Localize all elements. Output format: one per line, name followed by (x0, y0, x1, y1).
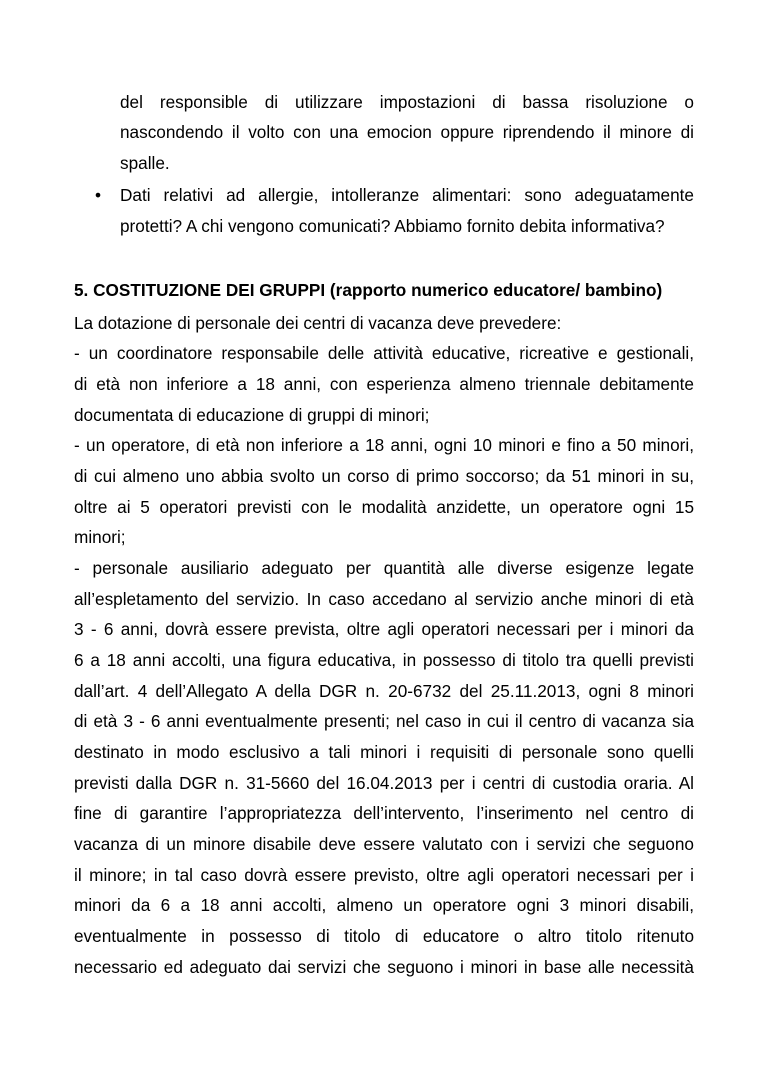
list-item-continuation-line: spalle. (120, 153, 170, 173)
paragraph-line: oltre ai 5 operatori previsti con le modalità anzidette, un operatore ogni 15 (74, 497, 694, 517)
list-item-line: Dati relativi ad allergie, intolleranze alimentari: sono adeguatamente (120, 185, 694, 205)
bullet-icon: • (95, 185, 102, 205)
paragraph-line: dall’art. 4 dell’Allegato A della DGR n. 20-6732 del 25.11.2013, ogni 8 minori (74, 681, 694, 701)
list-item-line: protetti? A chi vengono comunicati? Abbiamo fornito debita informativa? (120, 216, 665, 236)
paragraph-line: il minore; in tal caso dovrà essere previsto, oltre agli operatori necessari per i (74, 865, 694, 885)
paragraph-line: di età 3 - 6 anni eventualmente presenti; nel caso in cui il centro di vacanza sia (74, 711, 694, 731)
paragraph-line: - un operatore, di età non inferiore a 18 anni, ogni 10 minori e fino a 50 minori, (74, 435, 694, 455)
paragraph-line: - un coordinatore responsabile delle attività educative, ricreative e gestionali, (74, 343, 694, 363)
paragraph-line: destinato in modo esclusivo a tali minori i requisiti di personale sono quelli (74, 742, 694, 762)
paragraph-line: 3 - 6 anni, dovrà essere prevista, oltre agli operatori necessari per i minori da (74, 619, 694, 639)
list-item-continuation-line: del responsible di utilizzare impostazioni di bassa risoluzione o (120, 92, 694, 112)
paragraph-line: fine di garantire l’appropriatezza dell’intervento, l’inserimento nel centro di (74, 803, 694, 823)
paragraph-line: previsti dalla DGR n. 31-5660 del 16.04.2013 per i centri di custodia oraria. Al (74, 773, 694, 793)
paragraph-line: 6 a 18 anni accolti, una figura educativa, in possesso di titolo tra quelli previsti (74, 650, 694, 670)
paragraph-line: documentata di educazione di gruppi di minori; (74, 405, 430, 425)
paragraph-line: di età non inferiore a 18 anni, con esperienza almeno triennale debitamente (74, 374, 694, 394)
paragraph-line: minori; (74, 527, 126, 547)
paragraph-line: necessario ed adeguato dai servizi che seguono i minori in base alle necessità (74, 957, 694, 977)
paragraph-line: - personale ausiliario adeguato per quantità alle diverse esigenze legate (74, 558, 694, 578)
paragraph-line: di cui almeno uno abbia svolto un corso di primo soccorso; da 51 minori in su, (74, 466, 694, 486)
paragraph-line: La dotazione di personale dei centri di vacanza deve prevedere: (74, 313, 562, 333)
paragraph-line: all’espletamento del servizio. In caso accedano al servizio anche minori di età (74, 589, 694, 609)
paragraph-line: eventualmente in possesso di titolo di educatore o altro titolo ritenuto (74, 926, 694, 946)
list-item-continuation-line: nascondendo il volto con una emocion oppure riprendendo il minore di (120, 122, 694, 142)
paragraph-line: minori da 6 a 18 anni accolti, almeno un operatore ogni 3 minori disabili, (74, 895, 694, 915)
paragraph-line: vacanza di un minore disabile deve essere valutato con i servizi che seguono (74, 834, 694, 854)
section-heading: 5. COSTITUZIONE DEI GRUPPI (rapporto numerico educatore/ bambino) (74, 280, 663, 300)
